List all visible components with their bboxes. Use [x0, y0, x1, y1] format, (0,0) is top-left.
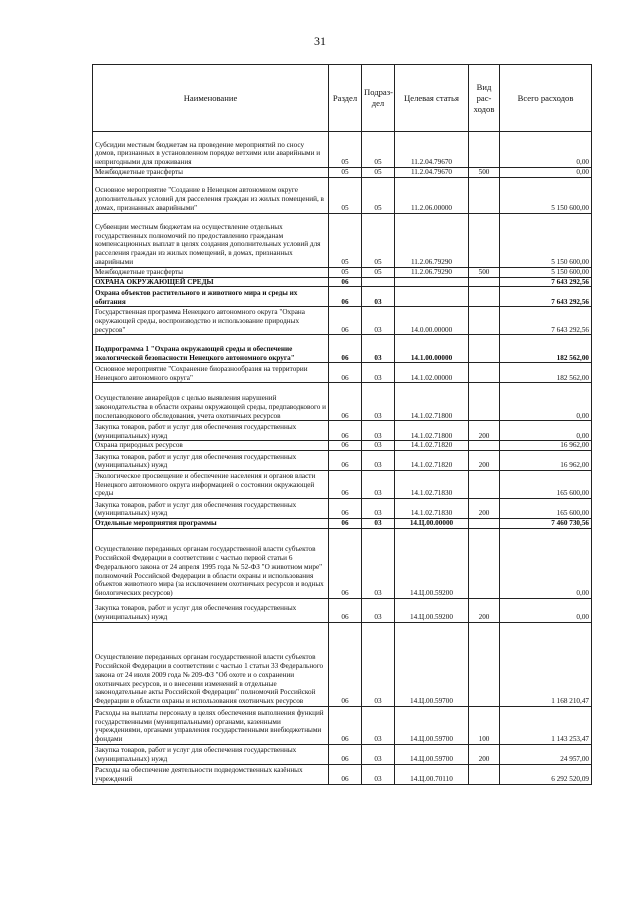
row-expense-type: 500 — [469, 267, 500, 277]
table-row — [93, 421, 592, 441]
row-name: Основное мероприятие "Сохранение биоразнообразия на территории Ненецкого автономного округа" — [93, 363, 329, 383]
row-target: 14.Ц.00.59700 — [395, 744, 469, 764]
table-row — [93, 363, 592, 383]
col-expense-type-header: Вид рас-ходов — [469, 65, 500, 132]
row-name: Закупка товаров, работ и услуг для обеспечения государственных (муниципальных) нужд — [93, 451, 329, 471]
row-section: 06 — [329, 421, 362, 441]
row-subsection: 03 — [362, 598, 395, 622]
row-target: 14.Ц.00.59700 — [395, 706, 469, 744]
row-target: 11.2.04.79670 — [395, 132, 469, 168]
row-section: 06 — [329, 764, 362, 784]
row-subsection: 03 — [362, 706, 395, 744]
row-subsection: 03 — [362, 421, 395, 441]
row-expense-type: 200 — [469, 499, 500, 519]
row-total: 0,00 — [500, 168, 592, 178]
row-name: Осуществление переданных органам государственной власти субъектов Российской Федерации в соответствии с частью 1 статьи 33 Федерального закона от 24 июля 2009 года № 209-ФЗ "Об охоте и о сохранении охотничьих ресурсов, и о внесении изменений в отдельные законодательные акты Российской Федерации" полномочий Российской Федерации в области охраны и использования охотничьих ресурсов — [93, 622, 329, 706]
table-row — [93, 441, 592, 451]
row-subsection: 03 — [362, 451, 395, 471]
row-section: 06 — [329, 441, 362, 451]
row-section: 05 — [329, 267, 362, 277]
row-subsection: 05 — [362, 213, 395, 267]
row-subsection: 03 — [362, 519, 395, 529]
row-total: 24 957,00 — [500, 744, 592, 764]
row-name: Закупка товаров, работ и услуг для обеспечения государственных (муниципальных) нужд — [93, 499, 329, 519]
row-total: 1 168 210,47 — [500, 622, 592, 706]
table-row — [93, 528, 592, 598]
row-target: 14.1.02.00000 — [395, 363, 469, 383]
header-row — [93, 65, 592, 132]
row-name: Основное мероприятие "Создание в Ненецком автономном округе дополнительных условий для расселения граждан из жилых помещений, в домах, признанных аварийными" — [93, 177, 329, 213]
row-subsection: 03 — [362, 441, 395, 451]
row-target: 14.1.02.71820 — [395, 451, 469, 471]
table-row — [93, 307, 592, 335]
table-row — [93, 519, 592, 529]
row-name: Межбюджетные трансферты — [93, 168, 329, 178]
row-subsection: 03 — [362, 307, 395, 335]
row-name: Осуществление переданных органам государственной власти субъектов Российской Федерации в соответствии с частью первой статьи 6 Федерального закона от 24 апреля 1995 года № 52-ФЗ "О животном мире" полномочий Российской Федерации в области охраны и использования объектов животного мира (за исключением охотничьих ресурсов и водных биологических ресурсов) — [93, 528, 329, 598]
row-target: 11.2.04.79670 — [395, 168, 469, 178]
row-total: 16 962,00 — [500, 451, 592, 471]
row-section: 06 — [329, 519, 362, 529]
row-section: 06 — [329, 335, 362, 363]
row-name: Закупка товаров, работ и услуг для обеспечения государственных (муниципальных) нужд — [93, 421, 329, 441]
table-row — [93, 383, 592, 421]
row-name: Расходы на обеспечение деятельности подведомственных казённых учреждений — [93, 764, 329, 784]
row-total: 7 643 292,56 — [500, 307, 592, 335]
row-section: 05 — [329, 177, 362, 213]
table-row — [93, 706, 592, 744]
row-total: 0,00 — [500, 421, 592, 441]
row-section: 06 — [329, 706, 362, 744]
row-target: 14.1.02.71820 — [395, 441, 469, 451]
row-section: 06 — [329, 451, 362, 471]
row-target: 11.2.06.79290 — [395, 213, 469, 267]
row-total: 0,00 — [500, 383, 592, 421]
row-subsection: 05 — [362, 168, 395, 178]
row-subsection: 03 — [362, 335, 395, 363]
row-total: 5 150 600,00 — [500, 177, 592, 213]
table-row — [93, 335, 592, 363]
page-number: 31 — [314, 34, 326, 48]
row-expense-type — [469, 471, 500, 499]
row-subsection: 03 — [362, 363, 395, 383]
row-expense-type — [469, 764, 500, 784]
table-row — [93, 622, 592, 706]
row-subsection: 03 — [362, 383, 395, 421]
row-name: Охрана природных ресурсов — [93, 441, 329, 451]
row-section: 06 — [329, 622, 362, 706]
row-expense-type — [469, 287, 500, 307]
row-total: 182 562,00 — [500, 363, 592, 383]
col-target-header: Целевая статья — [395, 65, 469, 132]
row-total: 5 150 600,00 — [500, 267, 592, 277]
row-total: 165 600,00 — [500, 499, 592, 519]
row-name: Межбюджетные трансферты — [93, 267, 329, 277]
row-section: 06 — [329, 499, 362, 519]
row-section: 05 — [329, 168, 362, 178]
row-target: 14.0.00.00000 — [395, 307, 469, 335]
row-section: 06 — [329, 528, 362, 598]
row-target: 14.Ц.00.59200 — [395, 528, 469, 598]
row-target: 14.Ц.00.70110 — [395, 764, 469, 784]
row-total: 6 292 520,09 — [500, 764, 592, 784]
row-section: 06 — [329, 383, 362, 421]
row-name: Осуществление авиарейдов с целью выявления нарушений законодательства в области охраны окружающей среды, предпаводкового и послепаводкового обследования, учета охотничьих ресурсов — [93, 383, 329, 421]
row-target: 14.Ц.00.59200 — [395, 598, 469, 622]
row-target: 14.1.02.71800 — [395, 421, 469, 441]
row-subsection: 05 — [362, 267, 395, 277]
table-row — [93, 744, 592, 764]
row-name: Субсидии местным бюджетам на проведение мероприятий по сносу домов, признанных в установленном порядке ветхими или аварийными и непригодными для проживания — [93, 132, 329, 168]
row-expense-type: 200 — [469, 451, 500, 471]
row-target: 14.1.02.71800 — [395, 383, 469, 421]
row-expense-type — [469, 528, 500, 598]
row-name: Охрана объектов растительного и животного мира и среды их обитания — [93, 287, 329, 307]
row-subsection: 05 — [362, 132, 395, 168]
col-subsection-header: Подраз-дел — [362, 65, 395, 132]
row-section: 06 — [329, 598, 362, 622]
row-total: 7 643 292,56 — [500, 277, 592, 287]
row-target: 14.1.00.00000 — [395, 335, 469, 363]
row-section: 06 — [329, 744, 362, 764]
table-row — [93, 471, 592, 499]
row-target: 14.Ц.00.59700 — [395, 622, 469, 706]
row-target: 11.2.06.79290 — [395, 267, 469, 277]
col-name-header: Наименование — [93, 65, 329, 132]
row-subsection: 05 — [362, 177, 395, 213]
row-expense-type: 200 — [469, 744, 500, 764]
row-total: 16 962,00 — [500, 441, 592, 451]
table-row — [93, 177, 592, 213]
row-subsection: 03 — [362, 744, 395, 764]
row-name: Государственная программа Ненецкого автономного округа "Охрана окружающей среды, воспроизводство и использование природных ресурсов" — [93, 307, 329, 335]
row-name: Подпрограмма 1 "Охрана окружающей среды и обеспечение экологической безопасности Ненецкого автономного округа" — [93, 335, 329, 363]
table-row — [93, 764, 592, 784]
row-section: 06 — [329, 287, 362, 307]
row-total: 5 150 600,00 — [500, 213, 592, 267]
table-row — [93, 277, 592, 287]
row-subsection: 03 — [362, 528, 395, 598]
row-section: 06 — [329, 307, 362, 335]
row-total: 1 143 253,47 — [500, 706, 592, 744]
row-name: Субвенции местным бюджетам на осуществление отдельных государственных полномочий по предоставлению гражданам компенсационных выплат в целях создания дополнительных условий для расселения граждан из жилых помещений, в домах, признанных аварийными — [93, 213, 329, 267]
row-expense-type: 200 — [469, 421, 500, 441]
row-expense-type — [469, 363, 500, 383]
row-name: Закупка товаров, работ и услуг для обеспечения государственных (муниципальных) нужд — [93, 598, 329, 622]
row-target: 14.1.02.71830 — [395, 471, 469, 499]
row-section: 06 — [329, 277, 362, 287]
table-row — [93, 499, 592, 519]
row-total: 7 643 292,56 — [500, 287, 592, 307]
row-expense-type: 100 — [469, 706, 500, 744]
row-expense-type — [469, 307, 500, 335]
row-total: 7 460 730,56 — [500, 519, 592, 529]
row-expense-type — [469, 213, 500, 267]
row-total: 0,00 — [500, 528, 592, 598]
row-target: 14.Ц.00.00000 — [395, 519, 469, 529]
row-expense-type — [469, 132, 500, 168]
row-name: Расходы на выплаты персоналу в целях обеспечения выполнения функций государственными (муниципальными) органами, казенными учреждениями, органами управления государственными внебюджетными фондами — [93, 706, 329, 744]
row-subsection: 03 — [362, 471, 395, 499]
row-expense-type — [469, 441, 500, 451]
row-target: 14.1.02.71830 — [395, 499, 469, 519]
row-name: Отдельные мероприятия программы — [93, 519, 329, 529]
row-name: ОХРАНА ОКРУЖАЮЩЕЙ СРЕДЫ — [93, 277, 329, 287]
table-row — [93, 213, 592, 267]
row-name: Экологическое просвещение и обеспечение населения и органов власти Ненецкого автономного округа информацией о состоянии окружающей среды — [93, 471, 329, 499]
row-total: 182 562,00 — [500, 335, 592, 363]
table-row — [93, 287, 592, 307]
row-subsection: 03 — [362, 499, 395, 519]
table-row — [93, 168, 592, 178]
row-section: 05 — [329, 213, 362, 267]
table-row — [93, 598, 592, 622]
row-total: 0,00 — [500, 132, 592, 168]
row-expense-type: 200 — [469, 598, 500, 622]
row-section: 05 — [329, 132, 362, 168]
row-expense-type — [469, 622, 500, 706]
row-subsection — [362, 277, 395, 287]
row-total: 0,00 — [500, 598, 592, 622]
table-row — [93, 132, 592, 168]
row-subsection: 03 — [362, 287, 395, 307]
row-expense-type — [469, 383, 500, 421]
row-expense-type — [469, 519, 500, 529]
table-row — [93, 451, 592, 471]
row-name: Закупка товаров, работ и услуг для обеспечения государственных (муниципальных) нужд — [93, 744, 329, 764]
budget-table — [92, 64, 592, 785]
table-body — [93, 132, 592, 785]
col-section-header: Раздел — [329, 65, 362, 132]
col-total-header: Всего расходов — [500, 65, 592, 132]
table-row — [93, 267, 592, 277]
row-subsection: 03 — [362, 622, 395, 706]
row-section: 06 — [329, 363, 362, 383]
row-target: 11.2.06.00000 — [395, 177, 469, 213]
row-section: 06 — [329, 471, 362, 499]
row-target — [395, 277, 469, 287]
row-total: 165 600,00 — [500, 471, 592, 499]
row-expense-type — [469, 335, 500, 363]
row-expense-type — [469, 277, 500, 287]
row-expense-type: 500 — [469, 168, 500, 178]
row-subsection: 03 — [362, 764, 395, 784]
row-target — [395, 287, 469, 307]
row-expense-type — [469, 177, 500, 213]
